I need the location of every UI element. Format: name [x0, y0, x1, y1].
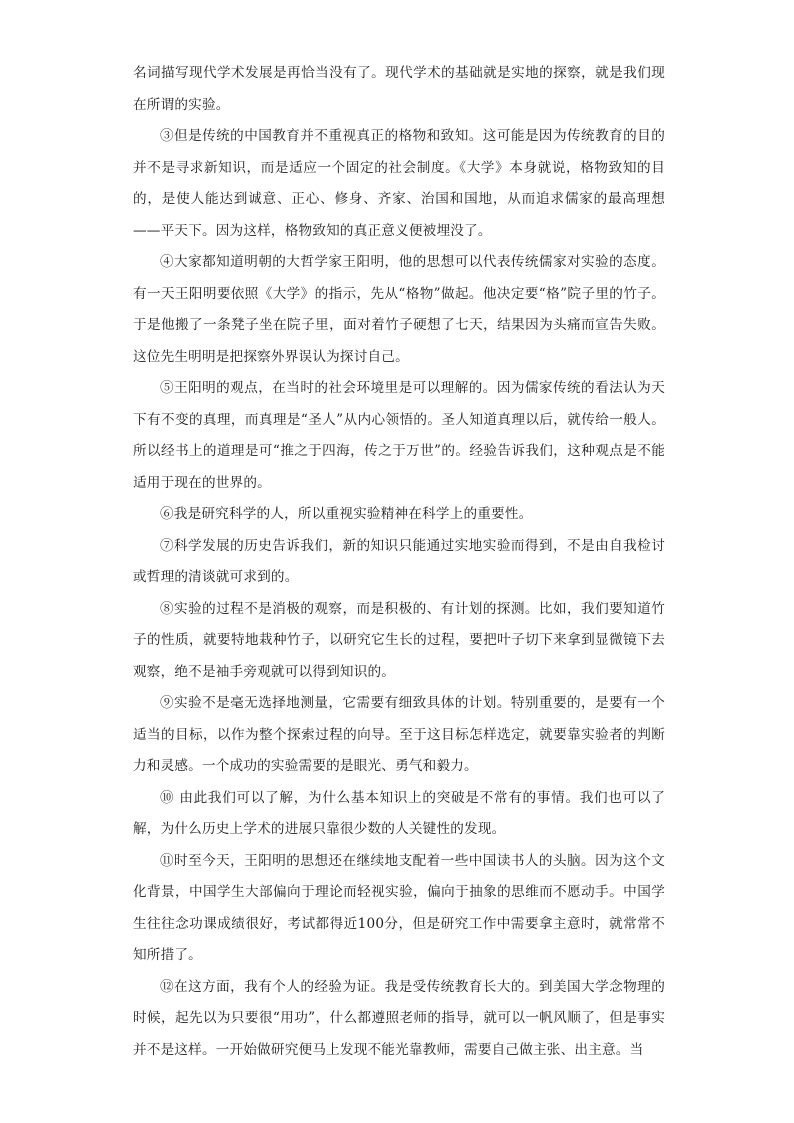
paragraph-9: ⑨实验不是毫无选择地测量，它需要有细致具体的计划。特别重要的，是要有一个适当的目标，以作为整个探索过程的向导。至于这目标怎样选定，就要靠实验者的判断力和灵感。一个成功的实验需要的是眼光、勇气和毅力。: [133, 695, 665, 774]
paragraph-4: ④大家都知道明朝的大哲学家王阳明，他的思想可以代表传统儒家对实验的态度。有一天王阳明要依照《大学》的指示，先从“格物”做起。他决定要“格”院子里的竹子。于是他搬了一条凳子坐在院子里，面对着竹子硬想了七天，结果因为头痛而宣告失败。这位先生明明是把探察外界误认为探讨自己。: [133, 254, 665, 365]
paragraph-11: ⑪时至今天，王阳明的思想还在继续地支配着一些中国读书人的头脑。因为这个文化背景，中国学生大部偏向于理论而轻视实验，偏向于抽象的思维而不愿动手。中国学生往往念功课成绩很好，考试都得近100分，但是研究工作中需要拿主意时，就常常不知所措了。: [133, 852, 665, 963]
paragraph-7: ⑦科学发展的历史告诉我们，新的知识只能通过实地实验而得到，不是由自我检讨或哲理的清谈就可求到的。: [133, 537, 665, 585]
paragraph-10: ⑩ 由此我们可以了解，为什么基本知识上的突破是不常有的事情。我们也可以了解，为什么历史上学术的进展只靠很少数的人关键性的发现。: [133, 789, 665, 837]
paragraph-3: ③但是传统的中国教育并不重视真正的格物和致知。这可能是因为传统教育的目的并不是寻求新知识，而是适应一个固定的社会制度。《大学》本身就说，格物致知的目的，是使人能达到诚意、正心、修身、齐家、治国和国地，从而追求儒家的最高理想——平天下。因为这样，格物致知的真正意义便被埋没了。: [133, 128, 665, 239]
document-body: [133, 58, 665, 1066]
paragraph-continuation: 名词描写现代学术发展是再恰当没有了。现代学术的基础就是实地的探察，就是我们现在所谓的实验。: [133, 65, 665, 113]
paragraph-8: ⑧实验的过程不是消极的观察，而是积极的、有计划的探测。比如，我们要知道竹子的性质，就要特地栽种竹子，以研究它生长的过程，要把叶子切下来拿到显微镜下去观察，绝不是袖手旁观就可以得到知识的。: [133, 600, 665, 680]
paragraph-6: ⑥我是研究科学的人，所以重视实验精神在科学上的重要性。: [160, 506, 533, 522]
paragraph-12: ⑫在这方面，我有个人的经验为证。我是受传统教育长大的。到美国大学念物理的时候，起先以为只要很“用功”，什么都遵照老师的指导，就可以一帆风顺了，但是事实并不是这样。一开始做研究便马上发现不能光靠教师，需要自己做主张、出主意。当: [133, 978, 665, 1058]
paragraph-5: ⑤王阳明的观点，在当时的社会环境里是可以理解的。因为儒家传统的看法认为天下有不变的真理，而真理是“圣人”从内心领悟的。圣人知道真理以后，就传给一般人。所以经书上的道理是可“推之于四海，传之于万世”的。经验告诉我们，这种观点是不能适用于现在的世界的。: [133, 380, 665, 491]
